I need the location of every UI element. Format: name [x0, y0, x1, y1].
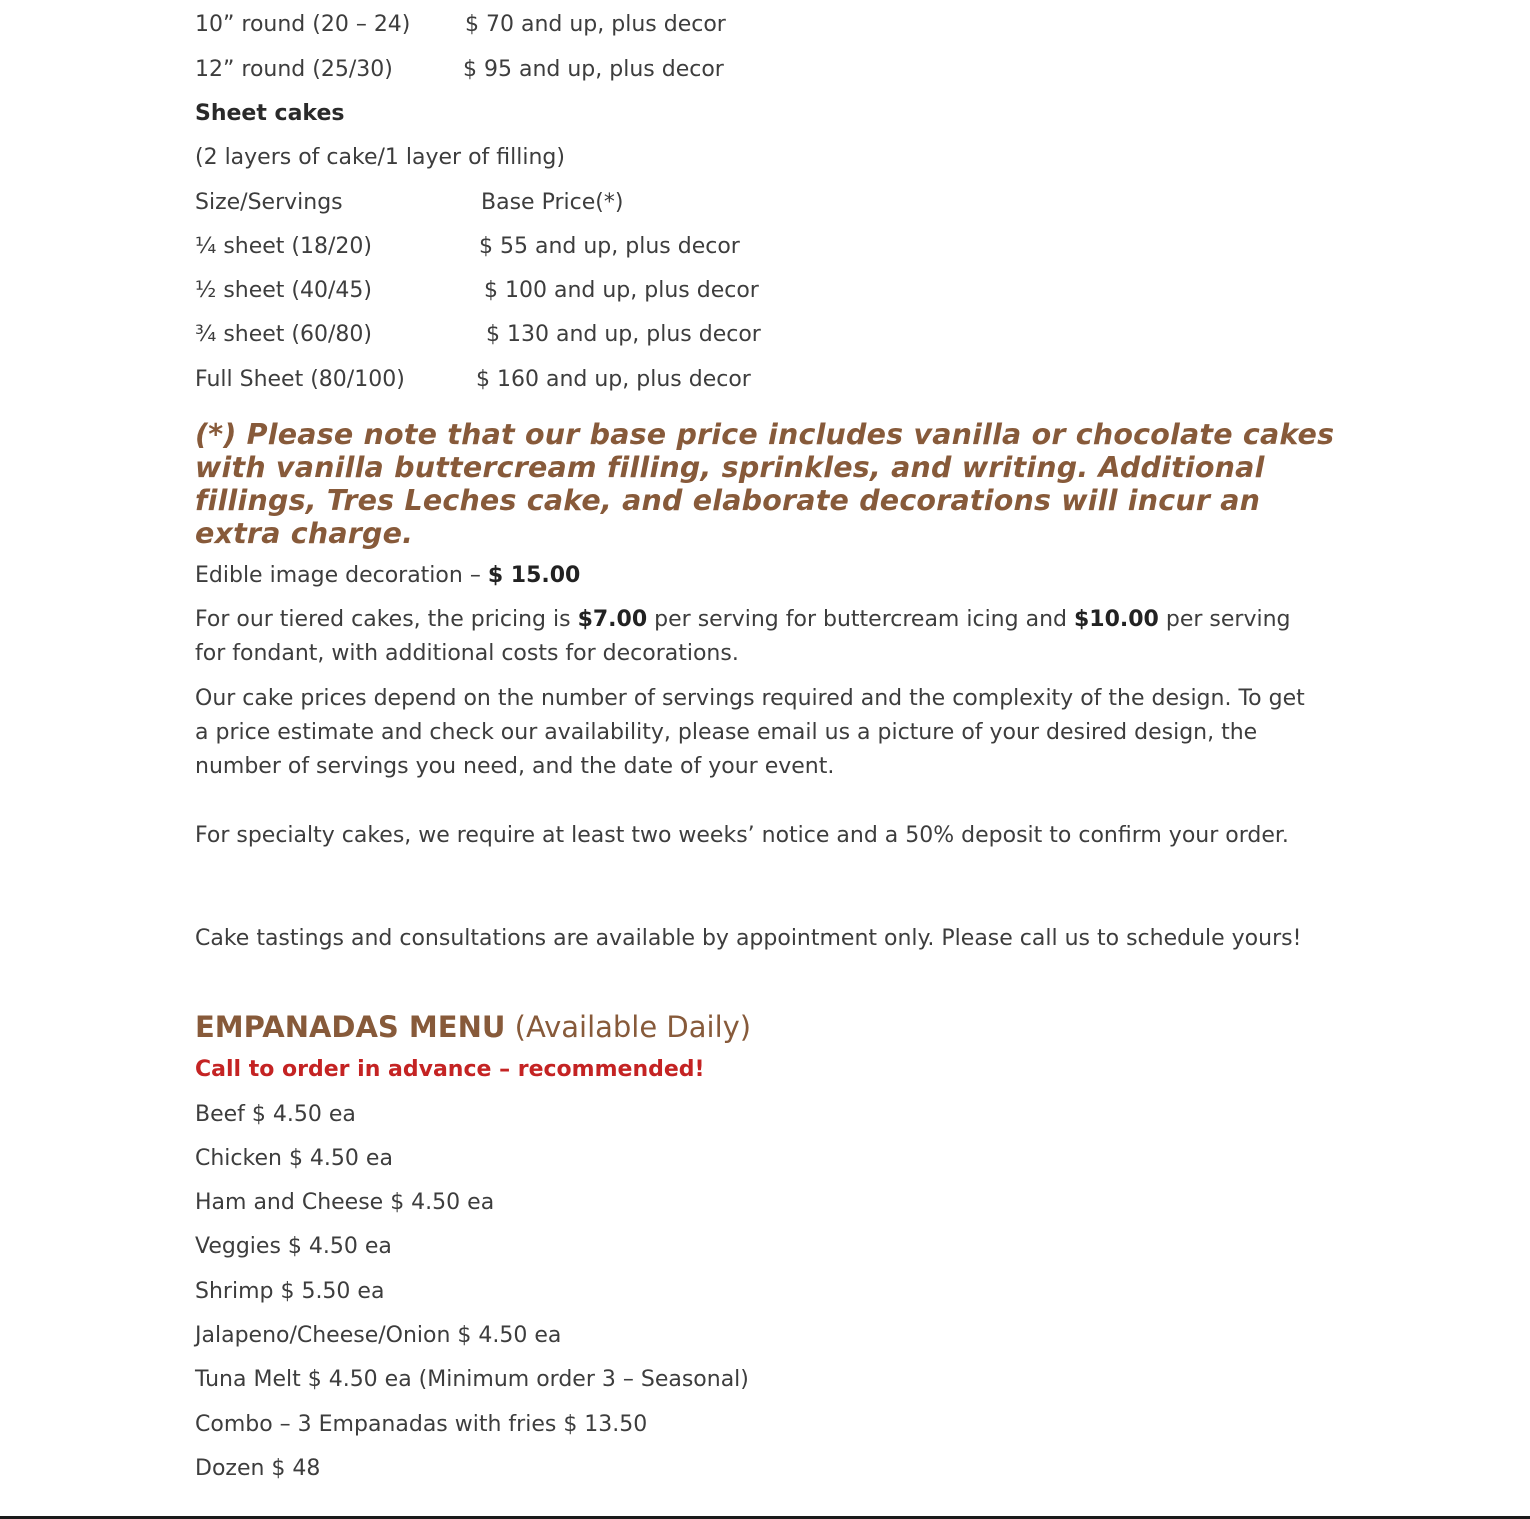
- edible-label: Edible image decoration –: [195, 563, 488, 588]
- header-size: Size/Servings: [195, 190, 343, 215]
- empanadas-title-rest: (Available Daily): [505, 1010, 752, 1044]
- pricing-paragraph: Our cake prices depend on the number of servings required and the complexity of the design. To get a price estimate and check our availability, please email us a picture of your desired design, the number of servings you need, and the date of your event.: [195, 686, 1305, 779]
- empanada-item: Veggies $ 4.50 ea: [195, 1234, 392, 1259]
- round-size: 12” round (25/30): [195, 57, 393, 82]
- call-to-order: Call to order in advance – recommended!: [195, 1057, 705, 1082]
- tastings-paragraph: Cake tastings and consultations are available by appointment only. Please call us to schedule yours!: [195, 926, 1302, 951]
- empanada-item: Chicken $ 4.50 ea: [195, 1146, 393, 1171]
- empanada-item: Combo – 3 Empanadas with fries $ 13.50: [195, 1412, 648, 1437]
- sheet-price: $ 100 and up, plus decor: [484, 278, 759, 303]
- sheet-row: [195, 274, 759, 308]
- sheet-row: [195, 230, 740, 264]
- empanada-item: Tuna Melt $ 4.50 ea (Minimum order 3 – Seasonal): [195, 1367, 749, 1392]
- empanadas-menu-title: [195, 1009, 751, 1045]
- edible-image-line: [195, 559, 580, 593]
- round-size: 10” round (20 – 24): [195, 12, 411, 37]
- header-price: Base Price(*): [481, 190, 624, 215]
- sheet-price: $ 55 and up, plus decor: [479, 234, 740, 259]
- base-price-note: (*) Please note that our base price includes vanilla or chocolate cakes with vanilla buttercream filling, sprinkles, and writing. Additional fillings, Tres Leches cake, and elaborate decorations will incur an extra charge.: [195, 418, 1335, 550]
- empanada-item: Jalapeno/Cheese/Onion $ 4.50 ea: [195, 1323, 562, 1348]
- sheet-size: ½ sheet (40/45): [195, 278, 372, 303]
- empanadas-title-strong: EMPANADAS MENU: [195, 1010, 506, 1044]
- sheet-price: $ 130 and up, plus decor: [486, 322, 761, 347]
- sheet-price: $ 160 and up, plus decor: [476, 367, 751, 392]
- specialty-paragraph: For specialty cakes, we require at least two weeks’ notice and a 50% deposit to confirm your order.: [195, 823, 1289, 848]
- empanada-item: Ham and Cheese $ 4.50 ea: [195, 1190, 495, 1215]
- sheet-row: [195, 363, 751, 397]
- sheet-size: Full Sheet (80/100): [195, 367, 405, 392]
- sheet-size: ¼ sheet (18/20): [195, 234, 372, 259]
- tiered-text-2: per serving for buttercream icing and: [647, 607, 1074, 632]
- tiered-price-buttercream: $7.00: [577, 607, 648, 632]
- tiered-price-fondant: $10.00: [1073, 607, 1159, 632]
- sheet-cakes-heading: Sheet cakes: [195, 101, 345, 126]
- tiered-pricing-paragraph: [195, 603, 1325, 671]
- round-price: $ 70 and up, plus decor: [465, 12, 726, 37]
- sheet-table-header: [195, 186, 624, 220]
- sheet-size: ¾ sheet (60/80): [195, 322, 372, 347]
- round-row-12: [195, 53, 724, 87]
- tiered-text-3: per serving for fondant, with additional costs for decorations.: [195, 607, 1291, 666]
- empanada-item: Dozen $ 48: [195, 1456, 321, 1481]
- sheet-row: [195, 318, 761, 352]
- round-row-10: [195, 8, 726, 42]
- tiered-text-1: For our tiered cakes, the pricing is: [195, 607, 578, 632]
- sheet-cakes-subheading: (2 layers of cake/1 layer of filling): [195, 145, 565, 170]
- round-price: $ 95 and up, plus decor: [463, 57, 724, 82]
- empanada-item: Beef $ 4.50 ea: [195, 1102, 356, 1127]
- edible-price: $ 15.00: [487, 563, 581, 588]
- empanada-item: Shrimp $ 5.50 ea: [195, 1279, 385, 1304]
